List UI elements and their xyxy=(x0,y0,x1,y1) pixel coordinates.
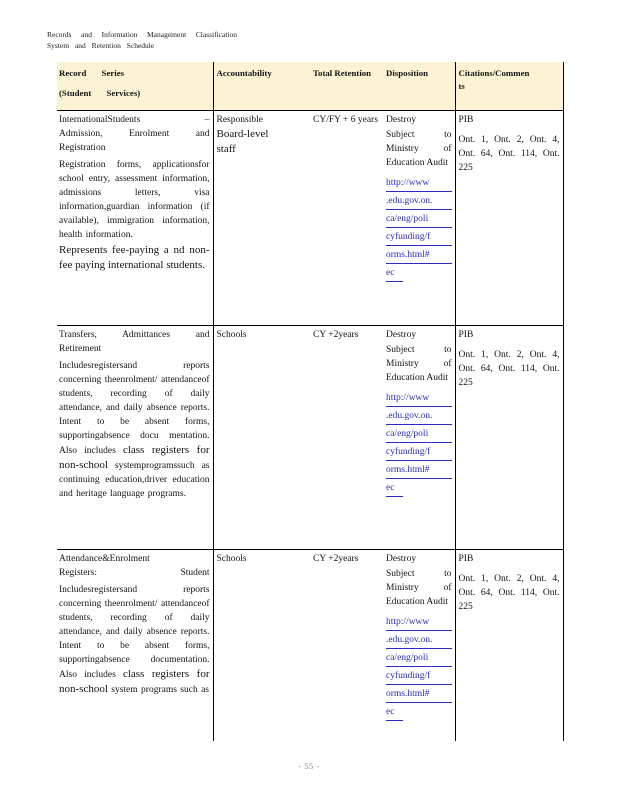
record-description xyxy=(59,359,210,501)
disposition-action: Destroy xyxy=(386,114,417,125)
record-series-cell xyxy=(57,110,213,325)
record-series-cell xyxy=(57,325,213,549)
record-title-line: Admission, Enrolment and xyxy=(59,128,210,139)
citations-cell xyxy=(455,110,563,325)
disposition-note: Subject to Ministry of Education Audit xyxy=(386,129,452,168)
record-title-line: Retirement xyxy=(59,343,102,354)
ministry-forms-link[interactable] xyxy=(386,616,452,721)
link-line[interactable]: ca/eng/poli xyxy=(386,428,452,443)
ministry-forms-link[interactable] xyxy=(386,392,452,497)
citations-pib: PIB xyxy=(458,553,474,564)
disposition-cell xyxy=(383,325,455,549)
link-line[interactable]: http://www xyxy=(386,177,452,192)
disposition-action: Destroy xyxy=(386,553,417,564)
table-row xyxy=(57,325,563,549)
record-description xyxy=(59,583,210,697)
running-header-line1: Records and Information Management Classification xyxy=(47,30,237,39)
table-row xyxy=(57,549,563,741)
citations-ont-list: Ont. 1, Ont. 2, Ont. 4, Ont. 64, Ont. 114, Ont. 225 xyxy=(458,134,560,173)
record-description-pre: Includesregistersand reports concerning theenrolment/ attendanceof students, recording of daily attendance, and daily absence reports. Intent to be absent forms, supportingabsence documentation. Also includes xyxy=(59,584,210,680)
record-description-emphasis: class registers for non-school xyxy=(59,443,210,471)
retention-schedule-table xyxy=(57,62,565,741)
total-retention-cell: CY +2years xyxy=(310,325,383,549)
link-line[interactable]: cyfunding/f xyxy=(386,670,452,685)
record-description-post: systemprogramssuch as continuing education,driver education and heritage language programs. xyxy=(59,460,210,499)
header-citations-line2: ts xyxy=(458,81,465,91)
header-disposition: Disposition xyxy=(383,62,455,110)
disposition-note: Subject to Ministry of Education Audit xyxy=(386,344,452,383)
ministry-forms-link[interactable] xyxy=(386,177,452,282)
citations-ont-list: Ont. 1, Ont. 2, Ont. 4, Ont. 64, Ont. 114, Ont. 225 xyxy=(458,349,560,388)
record-title-line: InternationalStudents – xyxy=(59,114,210,125)
link-line[interactable]: .edu.gov.on. xyxy=(386,410,452,425)
record-title-line: Attendance&Enrolment xyxy=(59,553,150,564)
citations-pib: PIB xyxy=(458,329,474,340)
record-title-line: Transfers, Admittances and xyxy=(59,329,210,340)
citations-cell xyxy=(455,549,563,741)
header-accountability: Accountability xyxy=(213,62,310,110)
link-line[interactable]: orms.html# xyxy=(386,249,452,264)
header-record-series-line2: (Student Services) xyxy=(59,88,141,98)
record-title-line: Registers: Student xyxy=(59,567,210,578)
link-line[interactable]: ec xyxy=(386,267,403,282)
header-record-series-line1: Record Series xyxy=(59,68,125,78)
citations-pib: PIB xyxy=(458,114,474,125)
table-header-row xyxy=(57,62,563,110)
total-retention-cell: CY +2years xyxy=(313,553,359,564)
record-description: Registration forms, applicationsfor school entry, assessment information, admissions letters, visa information,guardian information (if available), immigration information, health information. xyxy=(59,159,210,240)
record-title-line: Registration xyxy=(59,142,106,153)
link-line[interactable]: orms.html# xyxy=(386,688,452,703)
running-header-line2: System and Retention Schedule xyxy=(47,41,155,50)
link-line[interactable]: http://www xyxy=(386,392,452,407)
citations-ont-list: Ont. 1, Ont. 2, Ont. 4, Ont. 64, Ont. 114, Ont. 225 xyxy=(458,573,560,612)
accountability-cell xyxy=(213,110,310,325)
record-description-emphasis: Represents fee-paying a nd non-fee paying international students. xyxy=(59,243,210,271)
link-line[interactable]: cyfunding/f xyxy=(386,231,452,246)
accountability-text: Responsible xyxy=(216,114,263,125)
header-citations xyxy=(455,62,563,110)
disposition-cell xyxy=(383,549,455,741)
record-description-post: system programs such as xyxy=(111,684,209,695)
header-total-retention: Total Retention xyxy=(310,62,383,110)
accountability-cell: Schools xyxy=(216,553,247,564)
disposition-cell xyxy=(383,110,455,325)
header-citations-line1: Citations/Commen xyxy=(458,68,530,78)
record-description-pre: Includesregistersand reports concerning theenrolment/ attendanceof students, recording of daily attendance, and daily absence reports. Intent to be absent forms, supportingabsence docu mentation. Also includes xyxy=(59,360,210,456)
citations-cell xyxy=(455,325,563,549)
link-line[interactable]: .edu.gov.on. xyxy=(386,634,452,649)
accountability-cell: Schools xyxy=(213,325,310,549)
link-line[interactable]: ec xyxy=(386,706,403,721)
accountability-emphasis-line: Board-level xyxy=(216,127,269,140)
link-line[interactable]: .edu.gov.on. xyxy=(386,195,452,210)
total-retention-cell: CY/FY + 6 years xyxy=(310,110,383,325)
link-line[interactable]: ec xyxy=(386,482,403,497)
disposition-action: Destroy xyxy=(386,329,417,340)
accountability-emphasis-line: staff xyxy=(216,142,236,155)
link-line[interactable]: orms.html# xyxy=(386,464,452,479)
link-line[interactable]: cyfunding/f xyxy=(386,446,452,461)
document-running-header xyxy=(47,29,237,51)
link-line[interactable]: http://www xyxy=(386,616,452,631)
page-number: - 55 - xyxy=(298,761,320,771)
record-series-cell xyxy=(57,549,213,741)
link-line[interactable]: ca/eng/poli xyxy=(386,213,452,228)
table-row xyxy=(57,110,563,325)
header-record-series xyxy=(57,62,213,110)
disposition-note: Subject to Ministry of Education Audit xyxy=(386,568,452,607)
link-line[interactable]: ca/eng/poli xyxy=(386,652,452,667)
record-description-emphasis: class registers for non-school xyxy=(59,667,210,695)
